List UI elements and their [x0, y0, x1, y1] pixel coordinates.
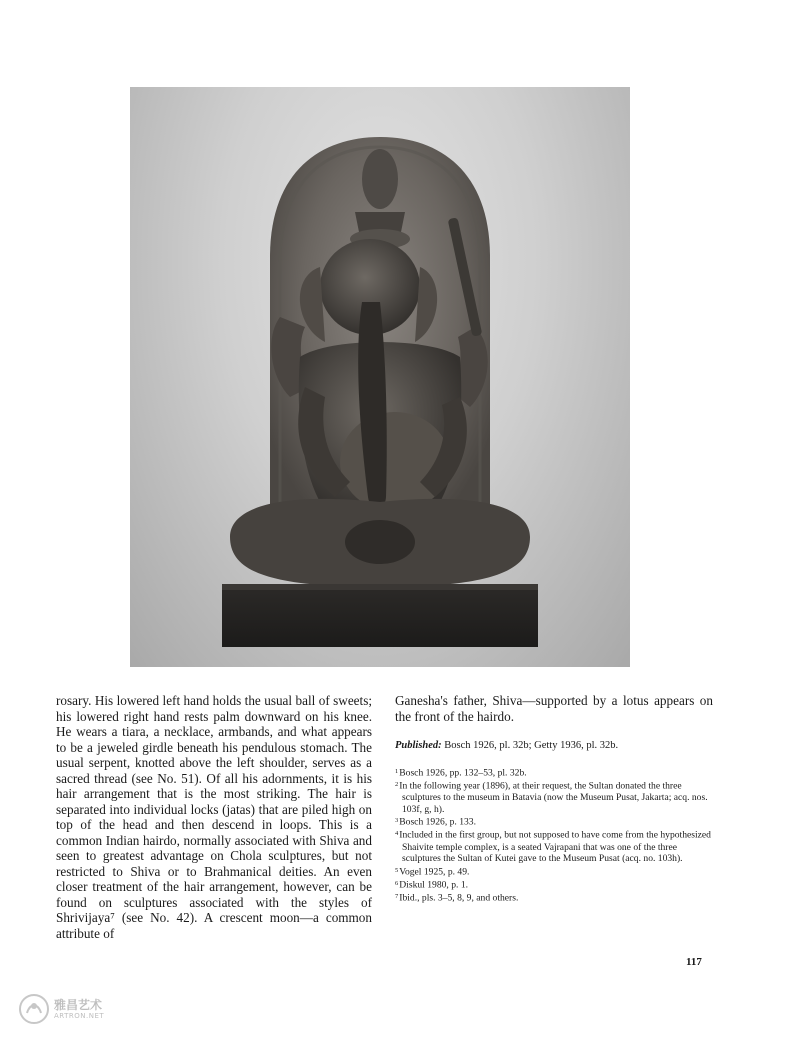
footnote-text: Vogel 1925, p. 49.: [399, 866, 470, 878]
footnote-number: 7: [395, 892, 399, 900]
body-paragraph-right: Ganesha's father, Shiva—supported by a lotus appears on the front of the hairdo.: [395, 693, 713, 724]
footnote: [395, 815, 713, 828]
footnote-text: Ibid., pls. 3–5, 8, 9, and others.: [399, 892, 519, 904]
footnote-number: 2: [395, 781, 399, 789]
footnote-number: 4: [395, 830, 399, 838]
published-line: [395, 739, 713, 752]
ganesha-sculpture-illustration: [130, 87, 630, 667]
footnote-text: Bosch 1926, pp. 132–53, pl. 32b.: [399, 767, 527, 779]
watermark: [18, 993, 104, 1025]
footnote-text: Included in the first group, but not supposed to have come from the hypothesized Shaivite temple complex, is a seated Vajrapani that was one of the three sculptures the Sultan of Kutei gave to the Museum Pusat (acq. no. 103h).: [399, 829, 711, 865]
footnote-number: 6: [395, 879, 399, 887]
artron-logo-icon: [18, 993, 50, 1025]
footnote: [395, 828, 713, 864]
published-text: Bosch 1926, pl. 32b; Getty 1936, pl. 32b.: [441, 740, 619, 751]
footnote: [395, 865, 713, 878]
footnote: [395, 878, 713, 891]
published-label: Published:: [395, 740, 442, 751]
footnote-text: Diskul 1980, p. 1.: [399, 879, 469, 891]
footnote-number: 1: [395, 768, 399, 775]
left-text-column: [56, 693, 372, 941]
body-paragraph-left: rosary. His lowered left hand holds the usual ball of sweets; his lowered right hand rests palm downward on his knee. He wears a tiara, a necklace, armbands, and what appears to be a jeweled girdle beneath his pendulous stomach. The usual serpent, knotted above the left shoulder, serves as a sacred thread (see No. 51). Of all his adornments, it is his hair arrangement that is the most striking. The hair is separated into individual locks (jatas) that are piled high on top of the head and then descend in loops. This is a common Indian hairdo, normally associated with Shiva and seen to greatest advantage on Chola sculptures, but not restricted to Shiva or to Brahmanical deities. An even closer treatment of the hair arrangement, however, can be found on sculptures associated with the styles of Shrivijaya⁷ (see No. 42). A crescent moon—a common attribute of: [56, 693, 372, 941]
footnote-number: 5: [395, 866, 399, 874]
footnote-number: 3: [395, 817, 399, 825]
footnotes: [395, 766, 713, 904]
right-text-column: [395, 693, 713, 904]
footnote-text: In the following year (1896), at their request, the Sultan donated the three sculptures to the museum in Batavia (now the Museum Pusat, Jakarta; acq. nos. 103f, g, h).: [399, 780, 708, 815]
footnote-text: Bosch 1926, p. 133.: [399, 816, 476, 828]
footnote: [395, 891, 713, 904]
watermark-latin: ARTRON.NET: [54, 1012, 105, 1020]
page-number: 117: [686, 956, 702, 968]
footnote: [395, 766, 713, 779]
footnote: [395, 779, 713, 815]
sculpture-photo: [130, 87, 630, 667]
watermark-chinese: 雅昌艺术: [54, 998, 103, 1012]
